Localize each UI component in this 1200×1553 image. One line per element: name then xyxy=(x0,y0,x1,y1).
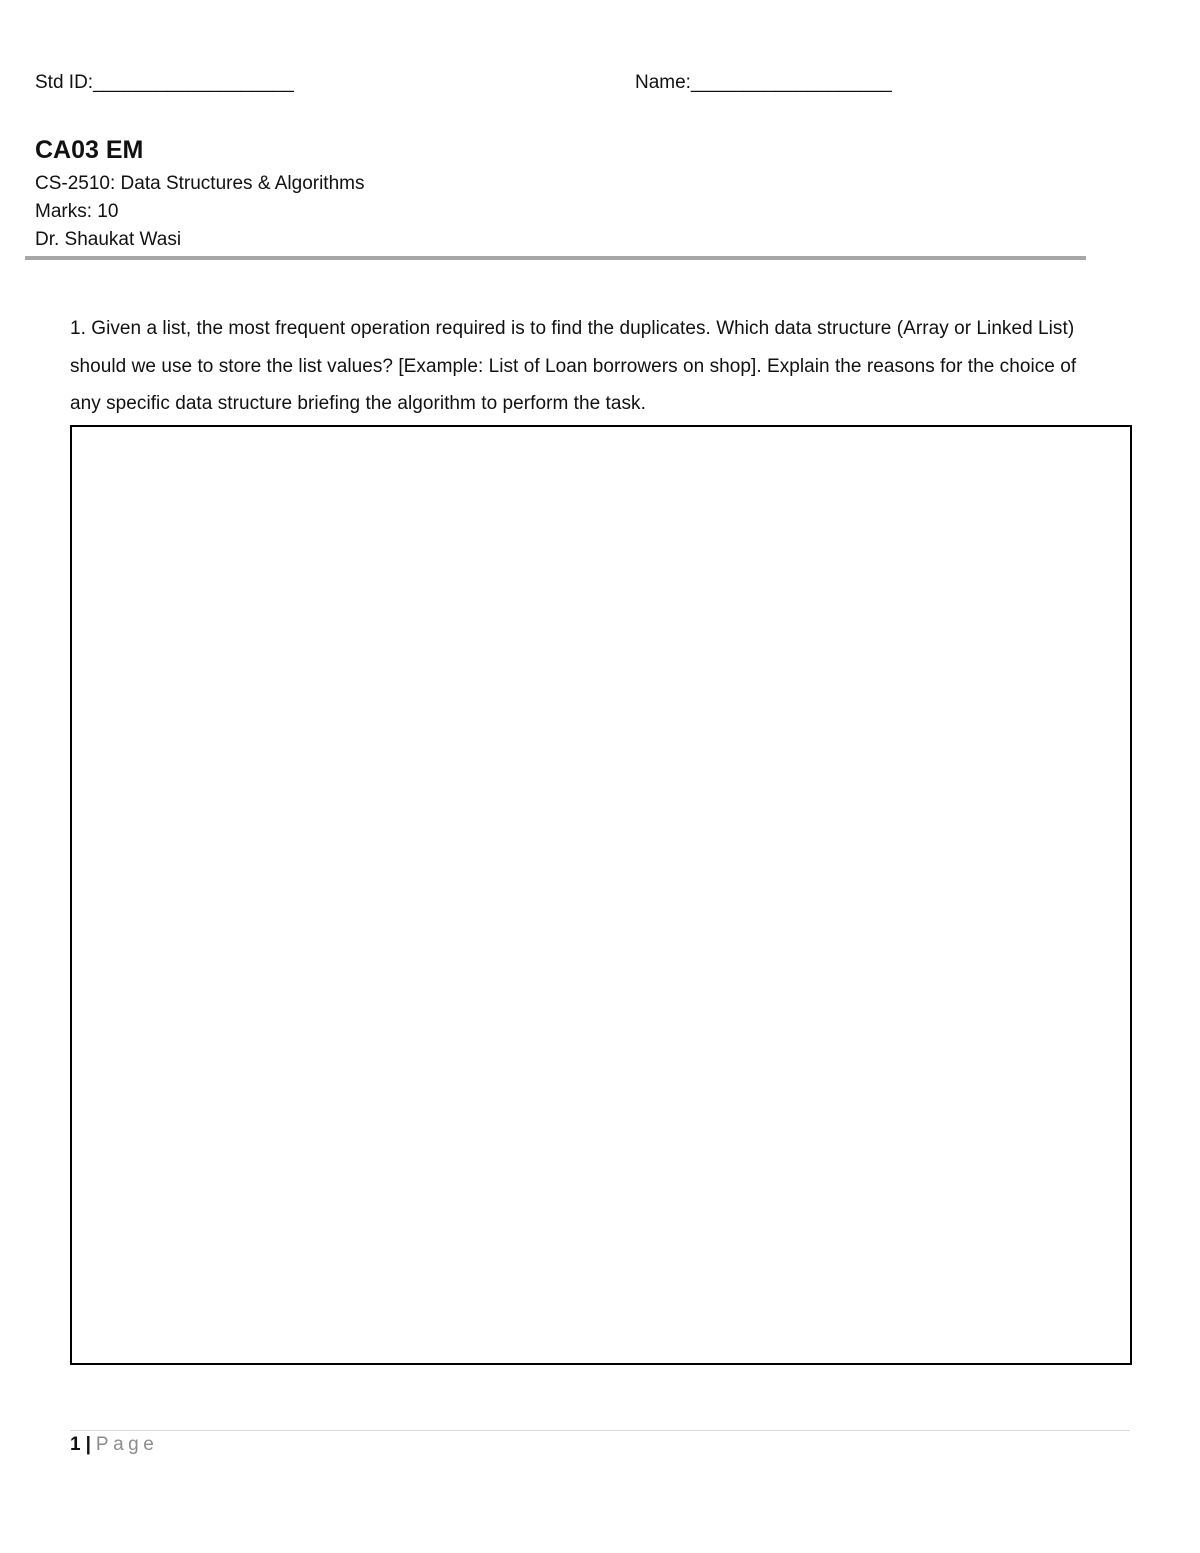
document-title: CA03 EM xyxy=(35,136,144,164)
student-id-field: Std ID:___________________ xyxy=(35,72,294,93)
instructor-line: Dr. Shaukat Wasi xyxy=(35,229,182,250)
page-number: 1 xyxy=(70,1434,81,1455)
footer-divider xyxy=(70,1430,1130,1431)
course-line: CS-2510: Data Structures & Algorithms xyxy=(35,173,365,194)
question-text: 1. Given a list, the most frequent operation required is to find the duplicates. Which data structure (Array or Linked List) should we use to store the list values? [Example: List of Loan borrowers on shop]. Explain the reasons for the choice of any specific data structure briefing the algorithm to perform the task. xyxy=(70,318,1077,414)
marks-line: Marks: 10 xyxy=(35,201,119,222)
page-separator: | xyxy=(85,1434,91,1455)
answer-box xyxy=(70,425,1132,1365)
page-footer xyxy=(70,1434,158,1456)
page-label: Page xyxy=(95,1434,159,1455)
header-divider xyxy=(25,256,1086,260)
student-name-field: Name:___________________ xyxy=(635,72,892,93)
